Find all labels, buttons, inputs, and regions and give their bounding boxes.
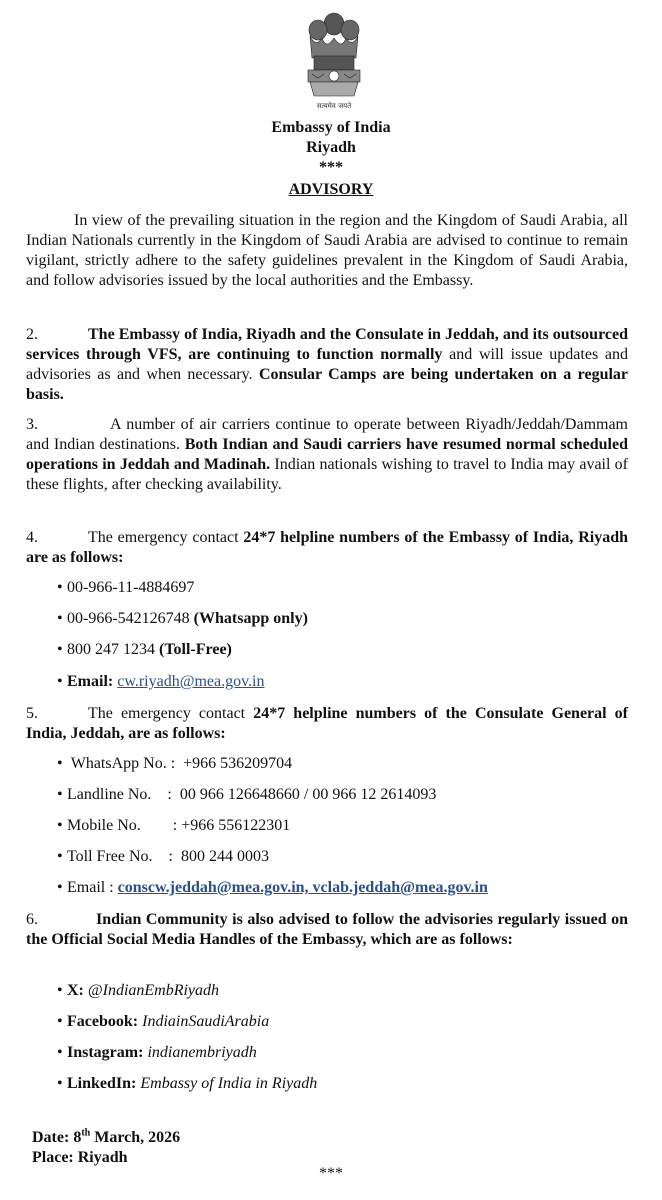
list-item: • WhatsApp No. : +966 536209704 xyxy=(57,755,293,772)
national-emblem-icon xyxy=(296,8,372,108)
footer-separator: *** xyxy=(319,1165,343,1182)
social-item-linkedin: • LinkedIn: Embassy of India in Riyadh xyxy=(57,1075,318,1092)
paragraph-bold: The Embassy of India, Riyadh and the Consulate in Jeddah, and its outsourced services through VFS, are continuing to function normally xyxy=(26,326,628,363)
list-item-email: • Email: cw.riyadh@mea.gov.in xyxy=(57,673,265,690)
paragraph-text: and will issue updates and advisories as and when necessary. xyxy=(26,346,629,383)
list-item: • 00-966-542126748 (Whatsapp only) xyxy=(57,610,308,627)
paragraph-4 xyxy=(26,528,628,568)
paragraph-bold: Indian Community is also advised to follow the advisories regularly issued on the Official Social Media Handles of the Embassy, which are as follows: xyxy=(26,911,628,948)
paragraph-number: 4. xyxy=(26,529,38,546)
document-title: ADVISORY xyxy=(288,181,374,198)
paragraph-5 xyxy=(26,704,628,744)
paragraph-text: A number of air carriers continue to operate between Riyadh/Jeddah/Dammam and Indian destinations. xyxy=(26,416,628,453)
list-item: • Landline No. : 00 966 126648660 / 00 966 12 2614093 xyxy=(57,786,437,803)
email-link[interactable]: cw.riyadh@mea.gov.in xyxy=(117,673,265,690)
paragraph-number: 2. xyxy=(26,326,38,343)
paragraph-6 xyxy=(26,910,628,950)
list-item-email: • Email : conscw.jeddah@mea.gov.in, vclab.jeddah@mea.gov.in xyxy=(57,879,488,896)
header-separator: *** xyxy=(319,159,343,176)
paragraph-number: 5. xyxy=(26,705,38,722)
paragraph-bold: 24*7 helpline numbers of the Embassy of India, Riyadh are as follows: xyxy=(26,529,628,566)
paragraph-2 xyxy=(26,325,628,405)
paragraph-text: The emergency contact xyxy=(88,705,254,722)
list-item: • 00-966-11-4884697 xyxy=(57,579,195,596)
document-date: Date: 8th March, 2026 xyxy=(32,1127,181,1146)
email-link[interactable]: conscw.jeddah@mea.gov.in, vclab.jeddah@mea.gov.in xyxy=(117,879,488,896)
social-item-instagram: • Instagram: indianembriyadh xyxy=(57,1044,257,1061)
list-item: • Toll Free No. : 800 244 0003 xyxy=(57,848,269,865)
embassy-city: Riyadh xyxy=(306,139,356,156)
embassy-name: Embassy of India xyxy=(271,119,391,136)
paragraph-number: 3. xyxy=(26,416,38,433)
document-place: Place: Riyadh xyxy=(32,1149,128,1166)
paragraph-1: In view of the prevailing situation in the region and the Kingdom of Saudi Arabia, all Indian Nationals currently in the Kingdom of Saudi Arabia are advised to continue to remain vigilant, strictly adhere to the safety guidelines prevalent in the Kingdom of Saudi Arabia, and follow advisories issued by the local authorities and the Embassy. xyxy=(26,212,628,289)
social-item-facebook: • Facebook: IndiainSaudiArabia xyxy=(57,1013,270,1030)
emblem-motto: सत्यमेव जयते xyxy=(316,102,352,110)
list-item: • 800 247 1234 (Toll-Free) xyxy=(57,641,232,658)
list-item: • Mobile No. : +966 556122301 xyxy=(57,817,291,834)
social-item-x: • X: @IndianEmbRiyadh xyxy=(57,982,220,999)
paragraph-bold: Both Indian and Saudi carriers have resumed normal scheduled operations in Jeddah and Madinah. xyxy=(26,436,628,473)
paragraph-bold: Consular Camps are being undertaken on a regular basis. xyxy=(26,366,629,403)
paragraph-text: The emergency contact xyxy=(88,529,244,546)
paragraph-number: 6. xyxy=(26,911,38,928)
paragraph-3 xyxy=(26,415,628,495)
paragraph-text: Indian nationals wishing to travel to India may avail of these flights, after checking availability. xyxy=(26,456,628,493)
paragraph-bold: 24*7 helpline numbers of the Consulate General of India, Jeddah, are as follows: xyxy=(26,705,629,742)
